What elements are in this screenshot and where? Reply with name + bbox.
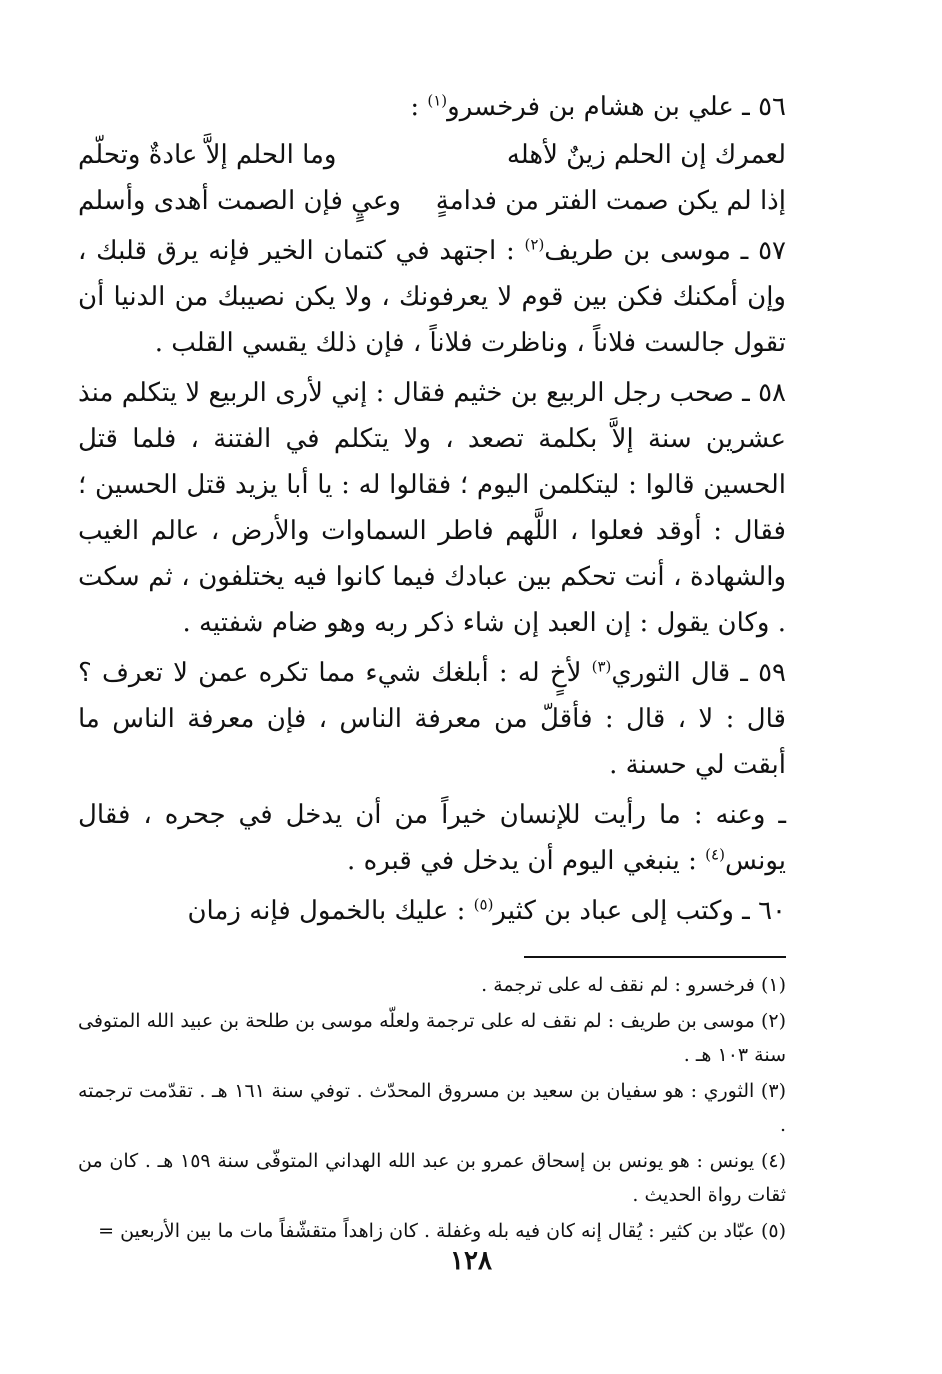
entry-58: ٥٨ ـ صحب رجل الربيع بن خثيم فقال : إني لأرى الربيع لا يتكلم منذ عشرين سنة إلاَّ بكلمة تصعد ، ولا يتكلم في الفتنة ، فلما قتل الحسين قالوا : ليتكلمن اليوم ؛ فقالوا له : يا أبا يزيد قتل الحسين ؛ فقال : أوقد فعلوا ، اللَّهم فاطر السماوات والأرض ، عالم الغيب والشهادة ، أنت تحكم بين عبادك فيما كانوا فيه يختلفون ، ثم سكت . وكان يقول : إن العبد إن شاء ذكر ربه وهو ضام شفتيه . xyxy=(78,378,786,638)
footnote-ref-1[interactable]: (١) xyxy=(427,91,448,110)
footnote-ref-2[interactable]: (٢) xyxy=(524,235,545,254)
footnote-4: (٤) يونس : هو يونس بن إسحاق عمرو بن عبد الله الهداني المتوفّى سنة ١٥٩ هـ . كان من ثقات رواة الحديث . xyxy=(78,1150,786,1206)
footnotes xyxy=(78,968,786,1248)
footnote-ref-3[interactable]: (٣) xyxy=(591,657,612,676)
entry-59: ٥٩ ـ قال الثوري$^{(٣)}$ لأخٍ له : أبلغك شيء مما تكره عمن لا تعرف ؟ قال : لا ، قال : فأقلّ من معرفة الناس ، فإن معرفة الناس ما أبقت لي حسنة . xyxy=(78,657,786,780)
verse-2-second-hemistich: وعيٍ فإن الصمت أهدى وأسلم xyxy=(78,186,401,216)
footnote-ref-5[interactable]: (٥) xyxy=(473,895,494,914)
verse-1-first-hemistich: لعمرك إن الحلم زينٌ لأهله xyxy=(506,140,786,170)
entry-59-continuation: ـ وعنه : ما رأيت للإنسان خيراً من أن يدخل في جحره ، فقال يونس$^{(٤)}$ : ينبغي اليوم أن يدخل في قبره . xyxy=(78,800,786,876)
verse-1-second-hemistich: وما الحلم إلاَّ عادةٌ وتحلّم xyxy=(78,140,337,170)
entry-60: ٦٠ ـ وكتب إلى عباد بن كثير$^{(٥)}$ : عليك بالخمول فإنه زمان xyxy=(187,895,786,926)
page-body xyxy=(78,84,786,1250)
entry-56-heading: ٥٦ ـ علي بن هشام بن فرخسرو$^{(١)}$ : xyxy=(410,91,786,122)
footnote-5: (٥) عبّاد بن كثير : يُقال إنه كان فيه بله وغفلة . كان زاهداً متقشّفاً مات ما بين الأربعين = xyxy=(98,1220,786,1242)
page-number: ١٢٨ xyxy=(450,1246,492,1276)
entry-57: ٥٧ ـ موسى بن طريف$^{(٢)}$ : اجتهد في كتمان الخير فإنه يرق قلبك ، وإن أمكنك فكن بين قوم لا يعرفونك ، ولا يكن نصيبك من الدنيا أن تقول جالست فلاناً ، وناظرت فلاناً ، فإن ذلك يقسي القلب . xyxy=(78,235,787,358)
footnote-1: (١) فرخسرو : لم نقف له على ترجمة . xyxy=(481,974,786,996)
footnote-2: (٢) موسى بن طريف : لم نقف له على ترجمة ولعلّه موسى بن طلحة بن عبيد الله المتوفى سنة ١٠٣ هـ . xyxy=(78,1010,786,1066)
footnote-separator xyxy=(524,956,786,958)
verse-line-1 xyxy=(78,132,786,178)
main-text xyxy=(78,84,786,934)
verse-2-first-hemistich: إذا لم يكن صمت الفتر من فدامةٍ xyxy=(435,186,786,216)
verse-line-2 xyxy=(78,178,786,224)
footnote-ref-4[interactable]: (٤) xyxy=(705,845,725,864)
footnote-3: (٣) الثوري : هو سفيان بن سعيد بن مسروق المحدّث . توفي سنة ١٦١ هـ . تقدّمت ترجمته . xyxy=(78,1080,786,1136)
poem-verses xyxy=(78,132,786,224)
